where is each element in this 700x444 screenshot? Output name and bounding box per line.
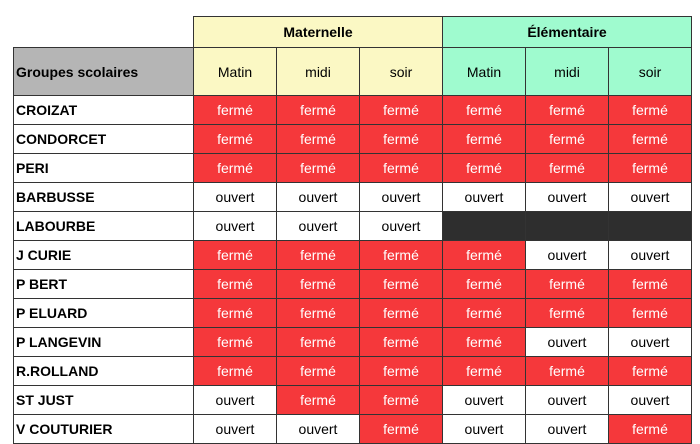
status-cell-elementaire-soir: ouvert bbox=[609, 183, 692, 212]
status-cell-maternelle-matin: ouvert bbox=[194, 415, 277, 444]
status-cell-maternelle-soir: fermé bbox=[360, 328, 443, 357]
status-cell-elementaire-soir: fermé bbox=[609, 357, 692, 386]
groups-header: Groupes scolaires bbox=[14, 48, 194, 96]
status-cell-maternelle-soir: fermé bbox=[360, 415, 443, 444]
status-cell-elementaire-matin: fermé bbox=[443, 270, 526, 299]
status-cell-elementaire-matin: fermé bbox=[443, 299, 526, 328]
status-cell-maternelle-matin: fermé bbox=[194, 328, 277, 357]
status-cell-elementaire-soir bbox=[609, 212, 692, 241]
table-row bbox=[14, 299, 692, 328]
status-cell-elementaire-soir: fermé bbox=[609, 415, 692, 444]
status-cell-maternelle-midi: ouvert bbox=[277, 415, 360, 444]
status-cell-elementaire-midi: ouvert bbox=[526, 183, 609, 212]
status-cell-elementaire-soir: ouvert bbox=[609, 241, 692, 270]
school-name: P LANGEVIN bbox=[14, 328, 194, 357]
school-name: ST JUST bbox=[14, 386, 194, 415]
elementaire-midi-header: midi bbox=[526, 48, 609, 96]
status-cell-elementaire-midi: ouvert bbox=[526, 328, 609, 357]
status-cell-maternelle-midi: fermé bbox=[277, 125, 360, 154]
status-cell-elementaire-matin: ouvert bbox=[443, 183, 526, 212]
table-row bbox=[14, 154, 692, 183]
status-cell-maternelle-matin: ouvert bbox=[194, 386, 277, 415]
maternelle-header: Maternelle bbox=[194, 17, 443, 48]
status-cell-maternelle-midi: fermé bbox=[277, 96, 360, 125]
status-cell-maternelle-matin: fermé bbox=[194, 299, 277, 328]
status-cell-maternelle-soir: fermé bbox=[360, 386, 443, 415]
table-row bbox=[14, 212, 692, 241]
status-cell-elementaire-midi bbox=[526, 212, 609, 241]
status-cell-elementaire-matin bbox=[443, 212, 526, 241]
status-cell-elementaire-midi: fermé bbox=[526, 125, 609, 154]
status-cell-elementaire-matin: ouvert bbox=[443, 415, 526, 444]
status-cell-maternelle-midi: ouvert bbox=[277, 183, 360, 212]
status-cell-maternelle-matin: fermé bbox=[194, 154, 277, 183]
school-name: R.ROLLAND bbox=[14, 357, 194, 386]
table-row bbox=[14, 415, 692, 444]
status-cell-maternelle-matin: ouvert bbox=[194, 183, 277, 212]
status-cell-elementaire-midi: ouvert bbox=[526, 241, 609, 270]
status-cell-maternelle-soir: fermé bbox=[360, 299, 443, 328]
school-name: CONDORCET bbox=[14, 125, 194, 154]
status-cell-elementaire-midi: fermé bbox=[526, 357, 609, 386]
status-cell-maternelle-soir: ouvert bbox=[360, 212, 443, 241]
table-row bbox=[14, 328, 692, 357]
status-cell-maternelle-midi: fermé bbox=[277, 328, 360, 357]
status-cell-maternelle-midi: fermé bbox=[277, 154, 360, 183]
status-cell-elementaire-matin: fermé bbox=[443, 357, 526, 386]
status-cell-elementaire-matin: fermé bbox=[443, 125, 526, 154]
status-cell-maternelle-midi: fermé bbox=[277, 241, 360, 270]
status-cell-maternelle-midi: fermé bbox=[277, 299, 360, 328]
status-cell-elementaire-matin: fermé bbox=[443, 241, 526, 270]
table-row bbox=[14, 241, 692, 270]
table-row bbox=[14, 125, 692, 154]
status-cell-elementaire-soir: fermé bbox=[609, 96, 692, 125]
status-cell-maternelle-matin: ouvert bbox=[194, 212, 277, 241]
status-cell-maternelle-midi: fermé bbox=[277, 270, 360, 299]
school-name: P ELUARD bbox=[14, 299, 194, 328]
status-cell-maternelle-soir: fermé bbox=[360, 125, 443, 154]
status-cell-maternelle-soir: fermé bbox=[360, 96, 443, 125]
school-name: CROIZAT bbox=[14, 96, 194, 125]
table-row bbox=[14, 183, 692, 212]
group-header-row bbox=[14, 17, 692, 48]
maternelle-matin-header: Matin bbox=[194, 48, 277, 96]
maternelle-midi-header: midi bbox=[277, 48, 360, 96]
elementaire-matin-header: Matin bbox=[443, 48, 526, 96]
table-row bbox=[14, 386, 692, 415]
status-cell-elementaire-soir: fermé bbox=[609, 154, 692, 183]
school-name: LABOURBE bbox=[14, 212, 194, 241]
status-cell-maternelle-matin: fermé bbox=[194, 357, 277, 386]
status-cell-elementaire-midi: fermé bbox=[526, 270, 609, 299]
table-row bbox=[14, 357, 692, 386]
status-cell-maternelle-soir: fermé bbox=[360, 241, 443, 270]
status-cell-elementaire-midi: ouvert bbox=[526, 415, 609, 444]
status-cell-elementaire-matin: fermé bbox=[443, 154, 526, 183]
elementaire-header: Élémentaire bbox=[443, 17, 692, 48]
status-cell-maternelle-matin: fermé bbox=[194, 96, 277, 125]
status-cell-elementaire-midi: fermé bbox=[526, 154, 609, 183]
status-cell-maternelle-soir: fermé bbox=[360, 154, 443, 183]
school-name: BARBUSSE bbox=[14, 183, 194, 212]
school-name: PERI bbox=[14, 154, 194, 183]
elementaire-soir-header: soir bbox=[609, 48, 692, 96]
status-cell-elementaire-midi: fermé bbox=[526, 299, 609, 328]
status-cell-elementaire-matin: ouvert bbox=[443, 386, 526, 415]
table-body bbox=[14, 96, 692, 444]
school-schedule-table bbox=[13, 16, 692, 444]
status-cell-elementaire-matin: fermé bbox=[443, 96, 526, 125]
table-row bbox=[14, 270, 692, 299]
school-name: J CURIE bbox=[14, 241, 194, 270]
status-cell-elementaire-soir: fermé bbox=[609, 125, 692, 154]
status-cell-elementaire-soir: ouvert bbox=[609, 386, 692, 415]
status-cell-elementaire-matin: fermé bbox=[443, 328, 526, 357]
status-cell-maternelle-soir: fermé bbox=[360, 270, 443, 299]
status-cell-maternelle-matin: fermé bbox=[194, 125, 277, 154]
status-cell-maternelle-soir: fermé bbox=[360, 357, 443, 386]
school-name: P BERT bbox=[14, 270, 194, 299]
maternelle-soir-header: soir bbox=[360, 48, 443, 96]
status-cell-elementaire-midi: fermé bbox=[526, 96, 609, 125]
status-cell-maternelle-soir: ouvert bbox=[360, 183, 443, 212]
status-cell-maternelle-matin: fermé bbox=[194, 241, 277, 270]
corner-cell bbox=[14, 17, 194, 48]
table-row bbox=[14, 96, 692, 125]
status-cell-maternelle-matin: fermé bbox=[194, 270, 277, 299]
school-name: V COUTURIER bbox=[14, 415, 194, 444]
status-cell-maternelle-midi: ouvert bbox=[277, 212, 360, 241]
slot-header-row bbox=[14, 48, 692, 96]
status-cell-maternelle-midi: fermé bbox=[277, 386, 360, 415]
status-cell-elementaire-midi: ouvert bbox=[526, 386, 609, 415]
status-cell-maternelle-midi: fermé bbox=[277, 357, 360, 386]
status-cell-elementaire-soir: fermé bbox=[609, 299, 692, 328]
status-cell-elementaire-soir: ouvert bbox=[609, 328, 692, 357]
status-cell-elementaire-soir: fermé bbox=[609, 270, 692, 299]
